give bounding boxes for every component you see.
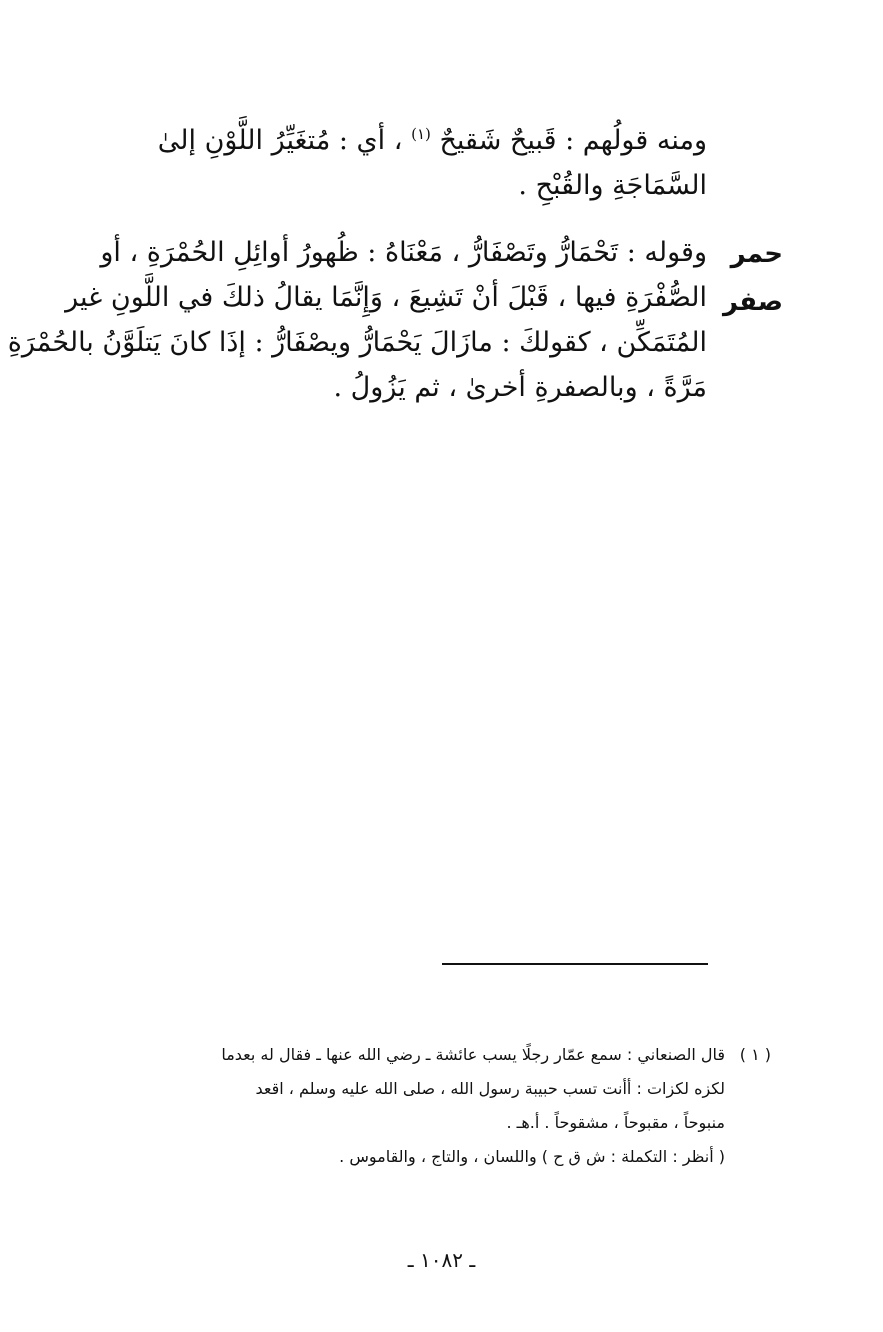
page-number: ـ ١٠٨٢ ـ: [407, 1248, 476, 1272]
footnote: [65, 1038, 771, 1174]
footnote-line: ( أنظر : التكملة : ش ق ح ) واللسان ، والتاج ، والقاموس .: [339, 1147, 725, 1166]
text-run: ، أي : مُتغَيِّرُ اللَّوْنِ إلىٰ: [157, 125, 403, 156]
margin-keyword: حمر: [730, 239, 783, 269]
footnote-line: لكزه لكزات : أأنت تسب حبيبة رسول الله ، صلى الله عليه وسلم ، اقعد: [255, 1079, 725, 1098]
paragraph-line: مَرَّةً ، وبالصفرةِ أخرىٰ ، ثم يَزُولُ .: [333, 372, 707, 403]
footnote-line: قال الصنعاني : سمع عمّار رجلًا يسب عائشة ـ رضي الله عنها ـ فقال له بعدما: [221, 1045, 725, 1064]
paragraph-line: [47, 112, 707, 163]
footnote-number: ( ١ ): [739, 1045, 771, 1064]
footnote-reference[interactable]: (١): [411, 125, 431, 143]
margin-keywords: [703, 230, 783, 326]
paragraph: [7, 230, 707, 410]
paragraph-line: المُتَمَكِّن ، كقولكَ : مازَالَ يَحْمَارُّ ويصْفَارُّ : إذَا كانَ يَتلَوَّنُ بالحُمْرَةِ: [7, 327, 707, 358]
text-run: ومنه قولُهم : قَبيحٌ شَقيحٌ: [439, 125, 707, 156]
paragraph-line: الصُّفْرَةِ فيها ، قَبْلَ أنْ تَشِيعَ ، وَإِنَّمَا يقالُ ذلكَ في اللَّونِ غير: [65, 282, 707, 313]
footnote-line: منبوحاً ، مقبوحاً ، مشقوحاً . أ.هـ .: [506, 1113, 725, 1132]
margin-keyword: صفر: [722, 287, 783, 317]
paragraph: [47, 112, 707, 208]
footnote-first-line-wrapper: [65, 1038, 771, 1072]
paragraph-line: وقوله : تَحْمَارُّ وتَصْفَارُّ ، مَعْنَاهُ : ظُهورُ أوائِلِ الحُمْرَةِ ، أو: [100, 237, 707, 268]
footnote-separator: [442, 963, 708, 965]
paragraph-line: السَّمَاجَةِ والقُبْحِ .: [518, 170, 707, 201]
